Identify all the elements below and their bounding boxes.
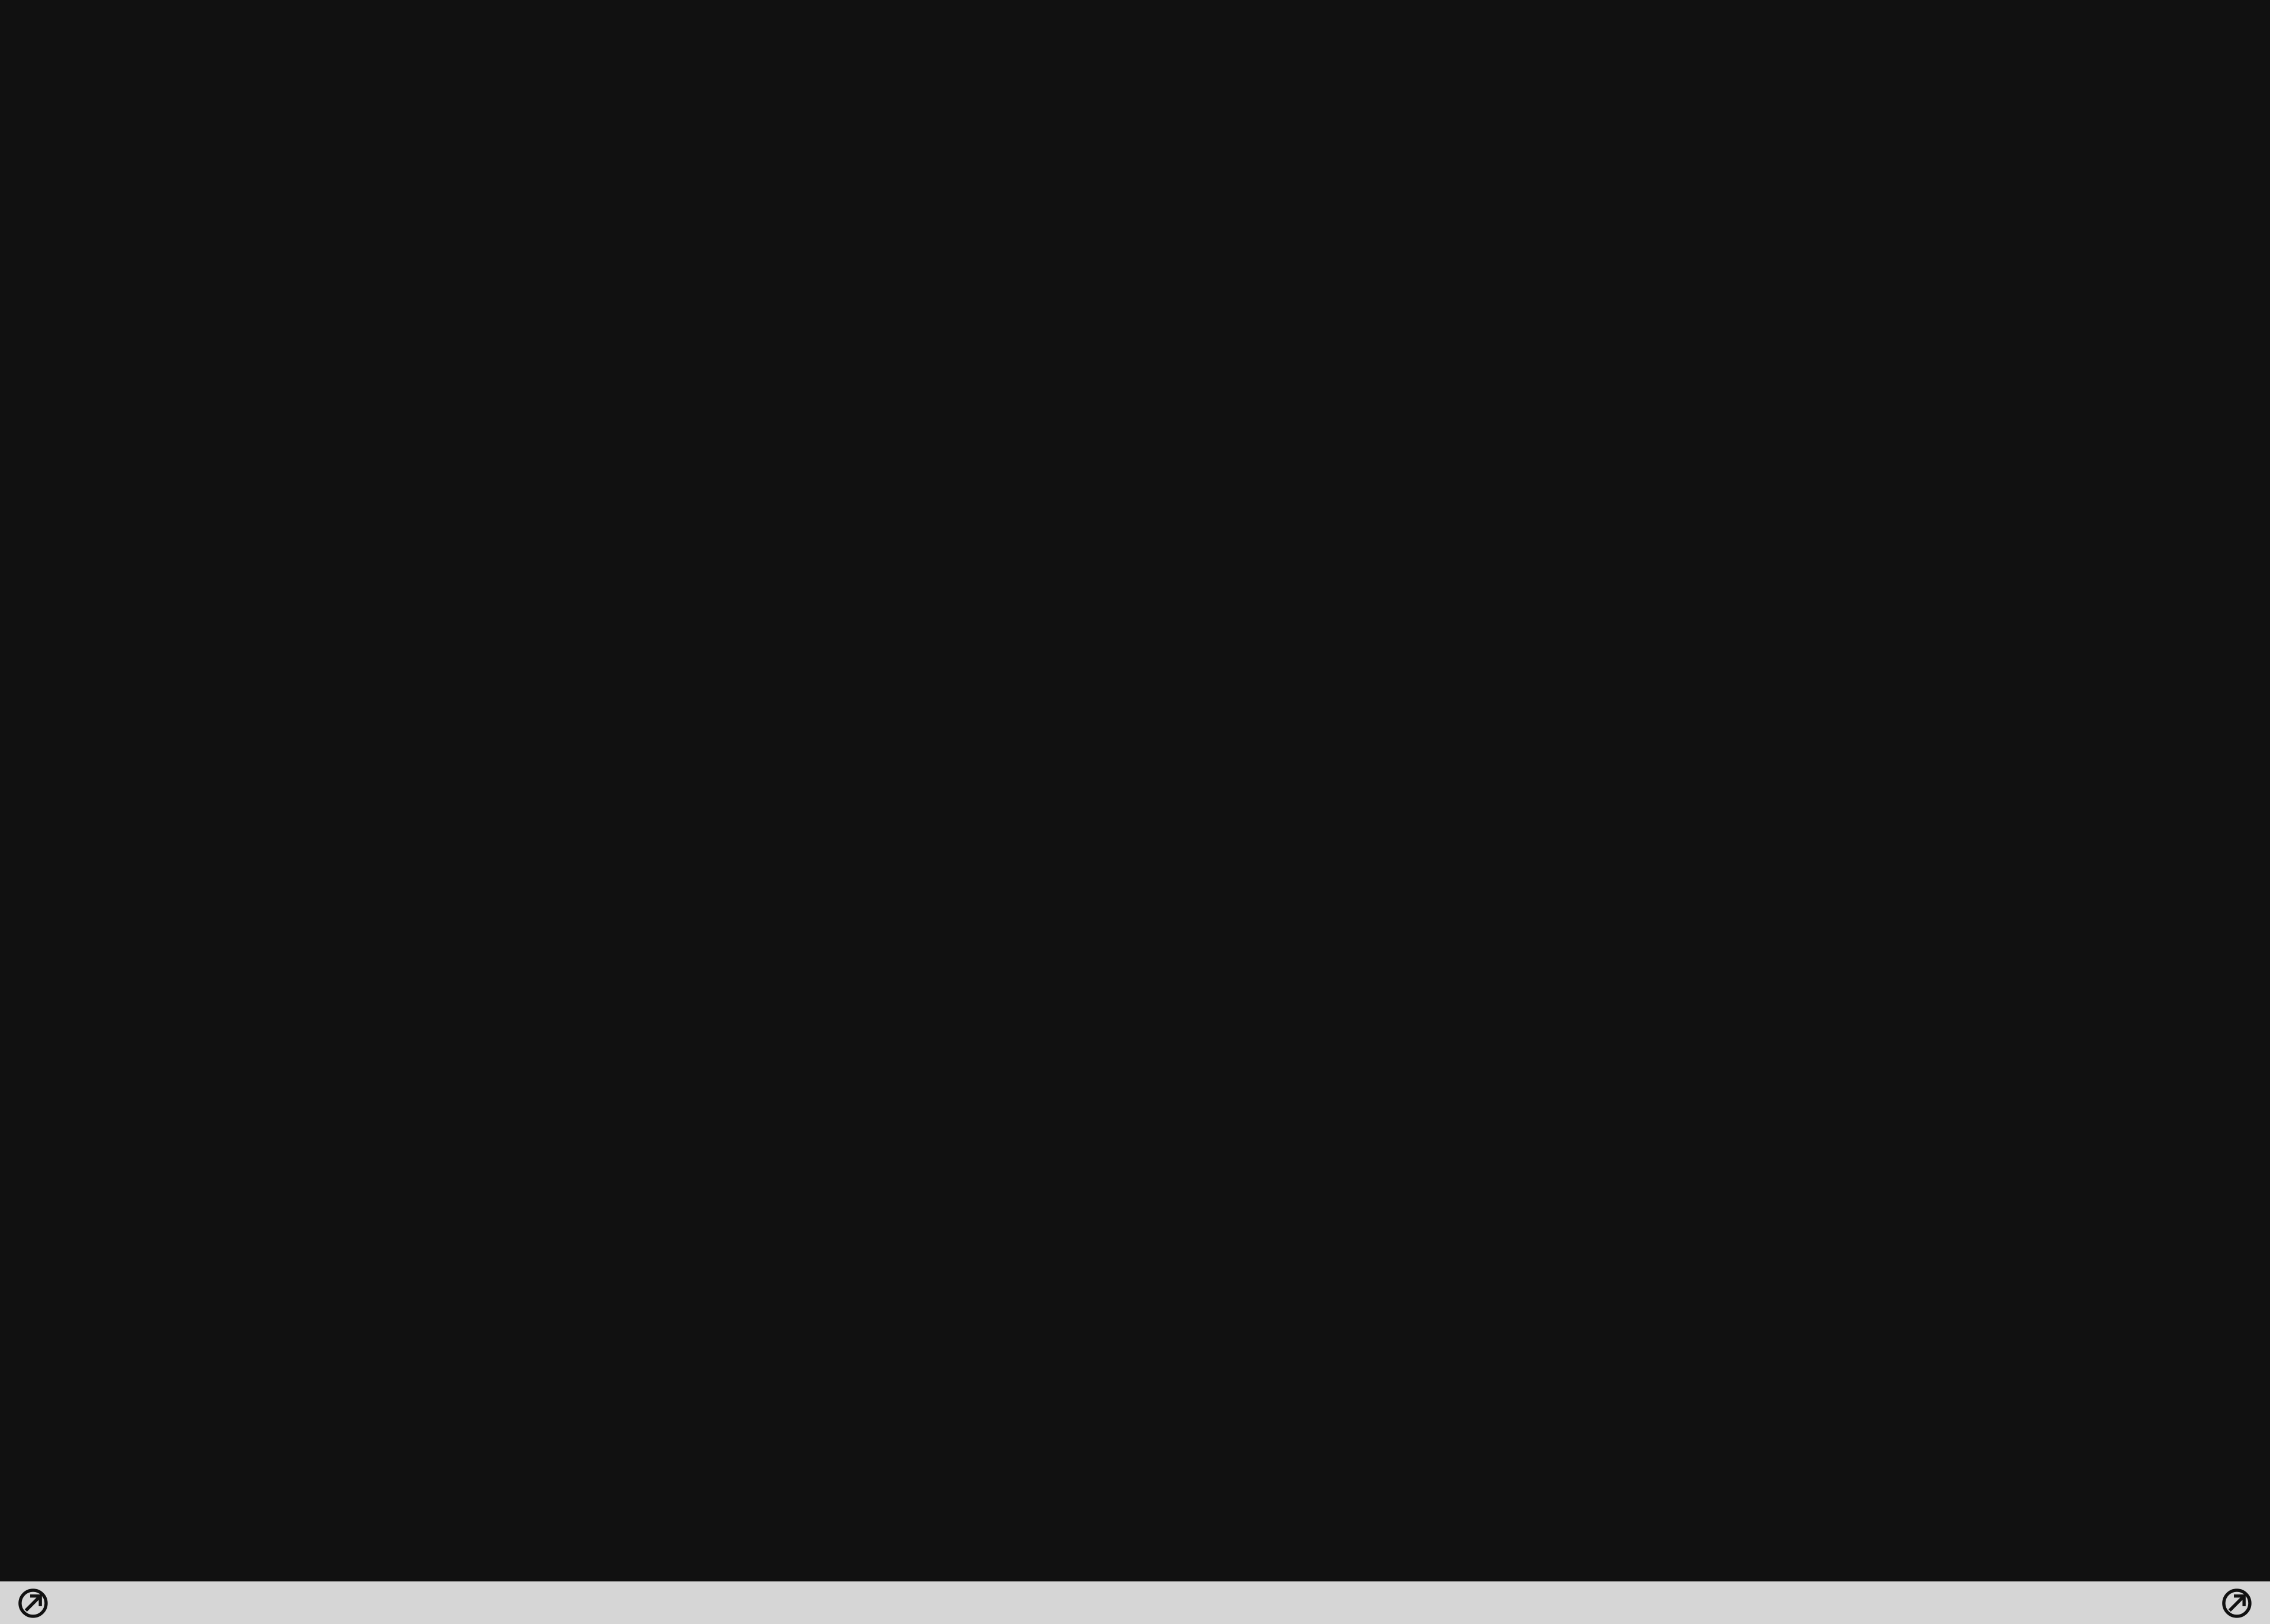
- brand-logo-icon: [2221, 1587, 2253, 1624]
- team-stats-panel: [0, 0, 2270, 355]
- germany-offensive-table: [0, 656, 1138, 969]
- germany-shooting-table: [0, 964, 1138, 1277]
- germany-defensive-table: [0, 349, 1138, 662]
- curacao-offensive-table: [1132, 656, 2270, 969]
- curacao-shooting-table: [1132, 964, 2270, 1277]
- footer-disclaimer: [0, 1579, 2270, 1624]
- germany-goalscoring-table: [0, 1271, 1138, 1584]
- brand-logo-icon: [17, 1587, 49, 1624]
- curacao-defensive-table: [1132, 349, 2270, 662]
- curacao-goalscoring-table: [1132, 1271, 2270, 1584]
